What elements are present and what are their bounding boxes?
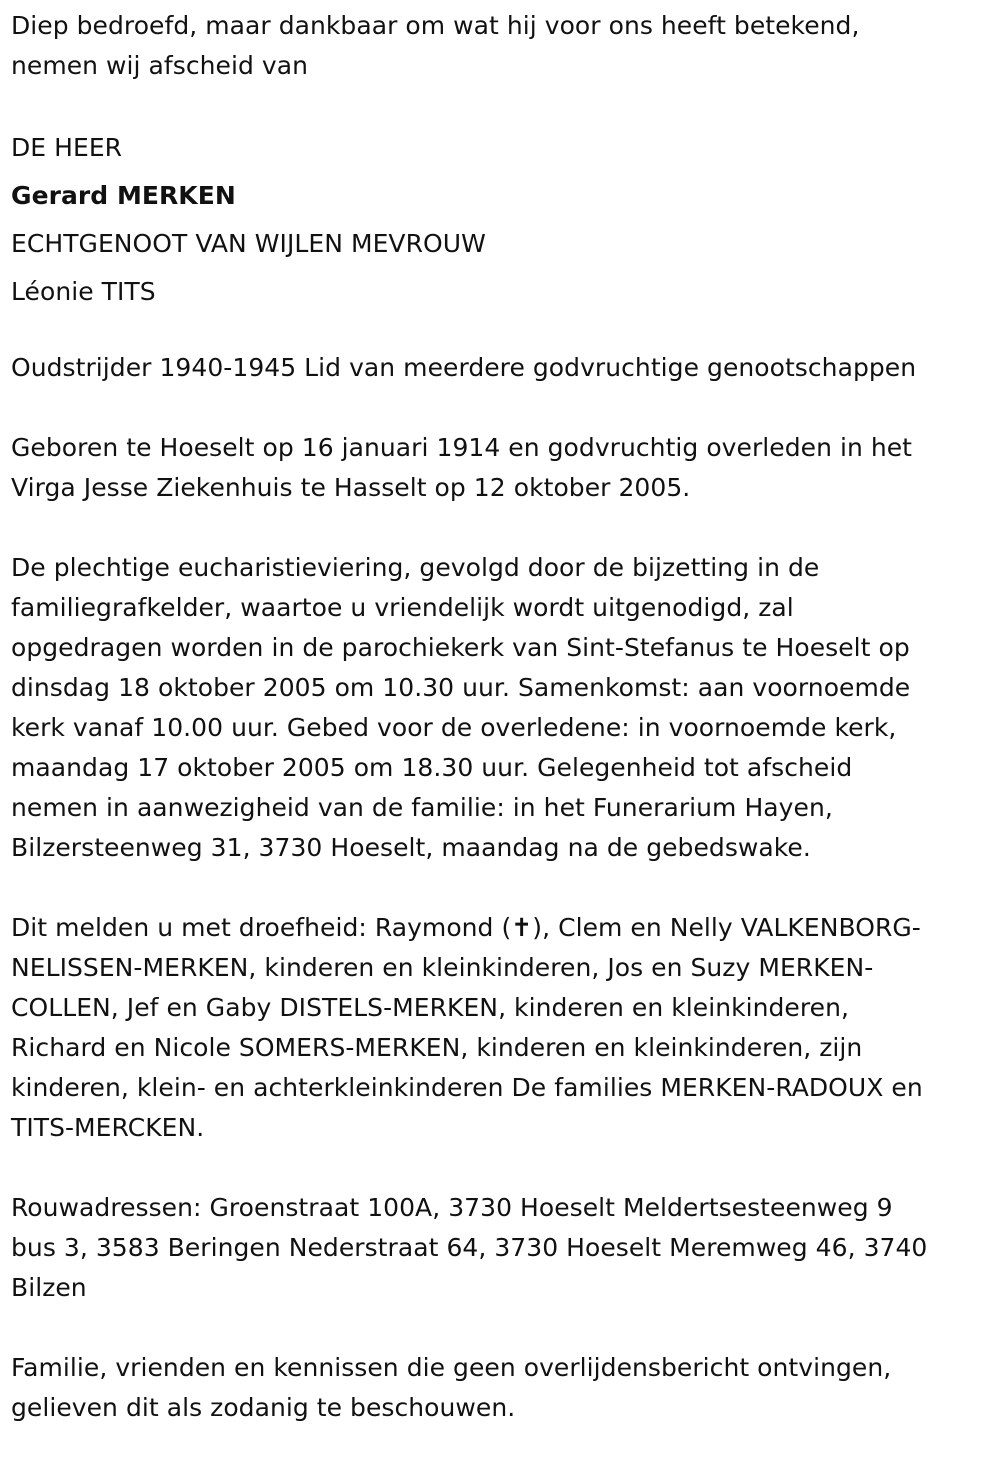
description-paragraph <box>11 348 991 388</box>
family-line: Dit melden u met droefheid: Raymond (✝), Clem en Nelly VALKENBORG- <box>11 913 921 942</box>
closing-line: gelieven dit als zodanig te beschouwen. <box>11 1393 516 1422</box>
intro-line: Diep bedroefd, maar dankbaar om wat hij voor ons heeft betekend, <box>11 11 860 40</box>
family-line: Richard en Nicole SOMERS-MERKEN, kinderen en kleinkinderen, zijn <box>11 1033 863 1062</box>
birth-death-line: Geboren te Hoeselt op 16 januari 1914 en godvruchtig overleden in het <box>11 433 913 462</box>
birth-death-line: Virga Jesse Ziekenhuis te Hasselt op 12 oktober 2005. <box>11 473 691 502</box>
ceremony-line: dinsdag 18 oktober 2005 om 10.30 uur. Samenkomst: aan voornoemde <box>11 673 911 702</box>
address-line: bus 3, 3583 Beringen Nederstraat 64, 3730 Hoeselt Meremweg 46, 3740 <box>11 1233 928 1262</box>
ceremony-line: nemen in aanwezigheid van de familie: in het Funerarium Hayen, <box>11 793 833 822</box>
deceased-block <box>11 124 991 316</box>
family-line: TITS-MERCKEN. <box>11 1113 205 1142</box>
intro-line: nemen wij afscheid van <box>11 51 308 80</box>
spouse-name: Léonie TITS <box>11 277 156 306</box>
closing-line: Familie, vrienden en kennissen die geen overlijdensbericht ontvingen, <box>11 1353 892 1382</box>
ceremony-line: opgedragen worden in de parochiekerk van Sint-Stefanus te Hoeselt op <box>11 633 910 662</box>
family-line: COLLEN, Jef en Gaby DISTELS-MERKEN, kinderen en kleinkinderen, <box>11 993 849 1022</box>
ceremony-line: maandag 17 oktober 2005 om 18.30 uur. Gelegenheid tot afscheid <box>11 753 853 782</box>
family-line: NELISSEN-MERKEN, kinderen en kleinkinderen, Jos en Suzy MERKEN- <box>11 953 874 982</box>
family-paragraph <box>11 908 991 1148</box>
ceremony-line: Bilzersteenweg 31, 3730 Hoeselt, maandag na de gebedswake. <box>11 833 811 862</box>
closing-paragraph <box>11 1348 991 1428</box>
ceremony-line: kerk vanaf 10.00 uur. Gebed voor de overledene: in voornoemde kerk, <box>11 713 897 742</box>
ceremony-line: De plechtige eucharistieviering, gevolgd door de bijzetting in de <box>11 553 820 582</box>
ceremony-line: familiegrafkelder, waartoe u vriendelijk wordt uitgenodigd, zal <box>11 593 794 622</box>
deceased-title: DE HEER <box>11 133 123 162</box>
deceased-name: Gerard MERKEN <box>11 181 236 210</box>
family-line: kinderen, klein- en achterkleinkinderen De families MERKEN-RADOUX en <box>11 1073 923 1102</box>
intro-paragraph <box>11 6 991 86</box>
address-line: Bilzen <box>11 1273 87 1302</box>
addresses-paragraph <box>11 1188 991 1308</box>
spouse-label: ECHTGENOOT VAN WIJLEN MEVROUW <box>11 229 486 258</box>
address-line: Rouwadressen: Groenstraat 100A, 3730 Hoeselt Meldertsesteenweg 9 <box>11 1193 893 1222</box>
birth-death-paragraph <box>11 428 991 508</box>
obituary-document <box>11 6 991 1468</box>
ceremony-paragraph <box>11 548 991 868</box>
description-line: Oudstrijder 1940-1945 Lid van meerdere godvruchtige genootschappen <box>11 353 917 382</box>
